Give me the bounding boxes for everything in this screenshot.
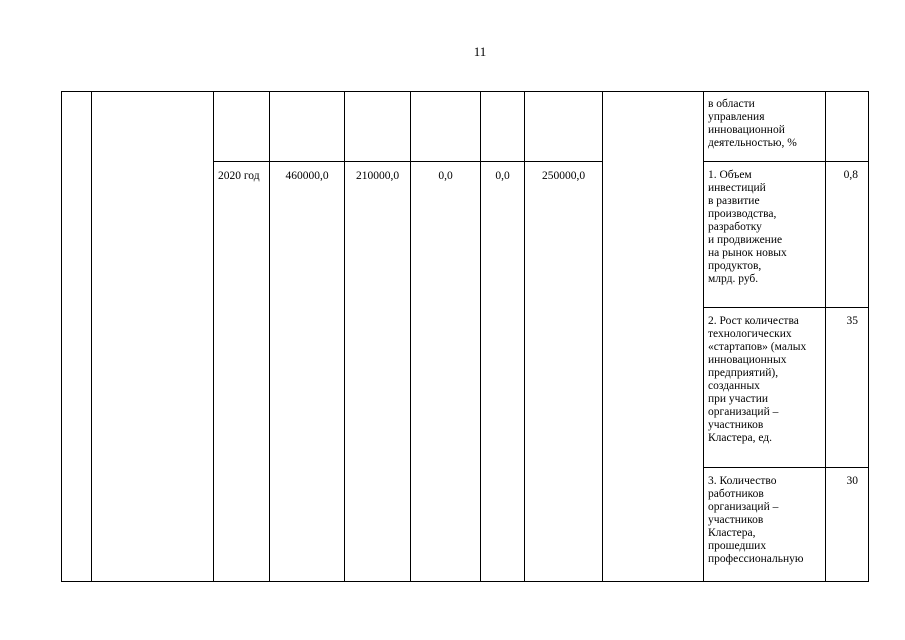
indicator-line: организаций –	[708, 501, 779, 513]
number-cell	[62, 92, 92, 582]
indicator-cell	[704, 468, 826, 582]
indicator-line: деятельностью, %	[708, 137, 797, 149]
indicator-line: Кластера,	[708, 527, 756, 539]
indicator-line: организаций –	[708, 406, 779, 418]
indicator-cell	[704, 308, 826, 468]
indicator-line: предприятий),	[708, 367, 779, 379]
indicator-value: 30	[826, 468, 869, 582]
year-cell: 2020 год	[214, 162, 270, 582]
indicator-line: «стартапов» (малых	[708, 341, 807, 353]
indicator-line: на рынок новых	[708, 247, 787, 259]
empty-cell	[411, 92, 481, 162]
empty-cell	[481, 92, 525, 162]
empty-cell	[525, 92, 603, 162]
indicator-line: при участии	[708, 393, 769, 405]
indicator-line: 1. Объем	[708, 169, 752, 181]
indicator-line: производства,	[708, 208, 777, 220]
amount-cell: 0,0	[481, 162, 525, 582]
empty-cell	[270, 92, 345, 162]
page-number: 11	[473, 44, 487, 59]
indicator-line: продуктов,	[708, 260, 762, 272]
amount-cell: 0,0	[411, 162, 481, 582]
indicator-cell	[704, 92, 826, 162]
indicator-line: участников	[708, 419, 764, 431]
name-cell	[92, 92, 214, 582]
indicator-line: инновационных	[708, 354, 787, 366]
indicator-line: прошедших	[708, 540, 767, 552]
indicator-cell	[704, 162, 826, 308]
indicator-line: в области	[708, 98, 755, 110]
empty-cell	[214, 92, 270, 162]
indicator-line: в развитие	[708, 195, 760, 207]
empty-cell	[345, 92, 411, 162]
indicator-line: инновационной	[708, 124, 785, 136]
indicator-value: 35	[826, 308, 869, 468]
amount-cell: 210000,0	[345, 162, 411, 582]
indicator-line: созданных	[708, 380, 760, 392]
amount-cell: 250000,0	[525, 162, 603, 582]
indicator-line: млрд. руб.	[708, 273, 759, 285]
indicator-line: и продвижение	[708, 234, 783, 246]
indicator-line: 3. Количество	[708, 475, 777, 487]
executor-cell	[603, 92, 704, 582]
indicator-line: технологических	[708, 328, 792, 340]
indicator-line: работников	[708, 488, 764, 500]
table-row	[62, 92, 869, 162]
indicator-line: 2. Рост количества	[708, 315, 799, 327]
value-cell	[826, 92, 869, 162]
indicator-line: профессиональную	[708, 553, 804, 565]
total-cell: 460000,0	[270, 162, 345, 582]
indicator-line: участников	[708, 514, 764, 526]
program-table	[61, 91, 869, 582]
indicator-value: 0,8	[826, 162, 869, 308]
indicator-line: разработку	[708, 221, 762, 233]
indicator-line: Кластера, ед.	[708, 432, 773, 444]
indicator-line: инвестиций	[708, 182, 766, 194]
indicator-line: управления	[708, 111, 765, 123]
